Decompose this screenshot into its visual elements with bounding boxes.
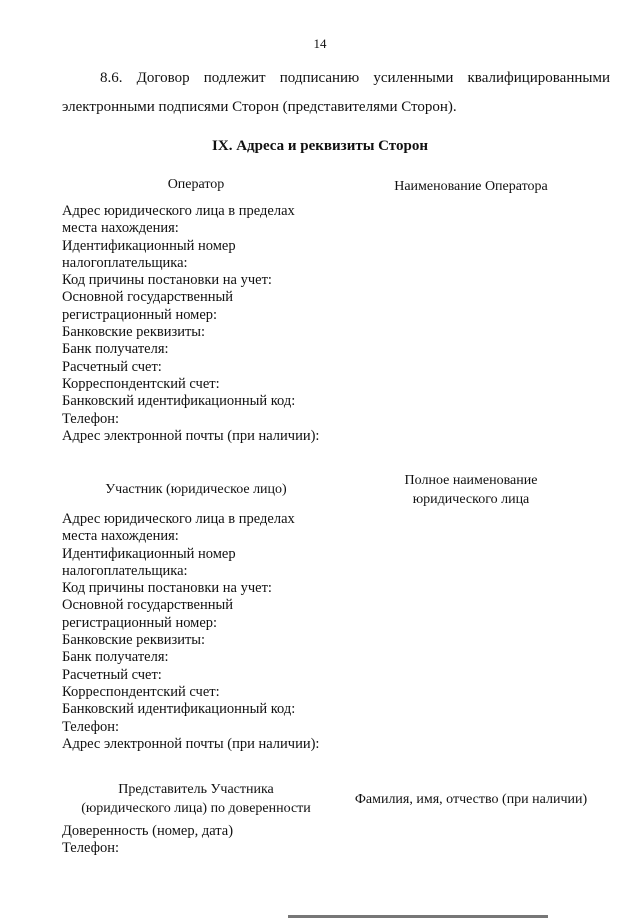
field-label: Основной государственный <box>62 289 233 306</box>
field-label: Адрес электронной почты (при наличии): <box>62 427 320 444</box>
field-label: Адрес юридического лица в пределах <box>62 203 295 219</box>
operator-title <box>62 175 330 194</box>
participant-name-line: юридического лица <box>412 492 530 507</box>
section-heading: IX. Адреса и реквизиты Сторон <box>212 138 428 154</box>
field-label: Адрес электронной почты (при наличии): <box>62 735 320 752</box>
field-label: Корреспондентский счет: <box>62 375 220 392</box>
field-label: регистрационный номер: <box>62 306 218 323</box>
field-label: Код причины постановки на учет: <box>62 580 272 597</box>
field-label: Идентификационный номер <box>62 237 236 254</box>
representative-fields <box>62 823 233 858</box>
field-label: Банковский идентификационный код: <box>62 701 296 718</box>
representative-title-line: Представитель Участника <box>118 782 274 797</box>
field-label: Код причины постановки на учет: <box>62 272 272 289</box>
clause-line-1: 8.6. Договор подлежит подписанию усиленными квалифицированными <box>100 70 610 86</box>
page-number: 14 <box>313 36 327 51</box>
representative-title-line: (юридического лица) по доверенности <box>81 801 311 816</box>
operator-fields <box>62 203 319 445</box>
field-label: Идентификационный номер <box>62 545 236 562</box>
field-label: места нахождения: <box>62 220 179 237</box>
field-label: Основной государственный <box>62 597 233 614</box>
field-label: Банк получателя: <box>62 341 169 358</box>
participant-title <box>62 480 330 499</box>
field-label: Банковские реквизиты: <box>62 324 206 341</box>
field-label: Телефон: <box>62 410 120 427</box>
field-label: Банковский идентификационный код: <box>62 393 296 410</box>
operator-title-line: Оператор <box>167 177 225 192</box>
field-label: Банк получателя: <box>62 649 169 666</box>
representative-title <box>62 780 330 818</box>
representative-name-line: Фамилия, имя, отчество (при наличии) <box>354 792 588 807</box>
field-label: Доверенность (номер, дата) <box>62 823 234 839</box>
field-label: Адрес юридического лица в пределах <box>62 511 295 527</box>
field-label: Расчетный счет: <box>62 666 162 683</box>
scan-edge-line <box>288 915 548 918</box>
clause-8-6 <box>62 64 610 122</box>
field-label: Телефон: <box>62 840 120 857</box>
participant-title-line: Участник (юридическое лицо) <box>105 482 287 497</box>
participant-fields <box>62 511 319 753</box>
field-label: Корреспондентский счет: <box>62 683 220 700</box>
field-label: Телефон: <box>62 718 120 735</box>
representative-name-label <box>330 790 612 809</box>
field-label: налогоплательщика: <box>62 562 188 579</box>
participant-name-line: Полное наименование <box>404 473 538 488</box>
field-label: Расчетный счет: <box>62 358 162 375</box>
field-label: налогоплательщика: <box>62 254 188 271</box>
field-label: места нахождения: <box>62 528 179 545</box>
clause-line-2: электронными подписями Сторон (представителями Сторон). <box>62 99 457 115</box>
field-label: регистрационный номер: <box>62 614 218 631</box>
participant-name-label <box>340 471 602 509</box>
operator-name-label <box>340 177 602 196</box>
field-label: Банковские реквизиты: <box>62 632 206 649</box>
operator-name-line: Наименование Оператора <box>394 179 548 194</box>
